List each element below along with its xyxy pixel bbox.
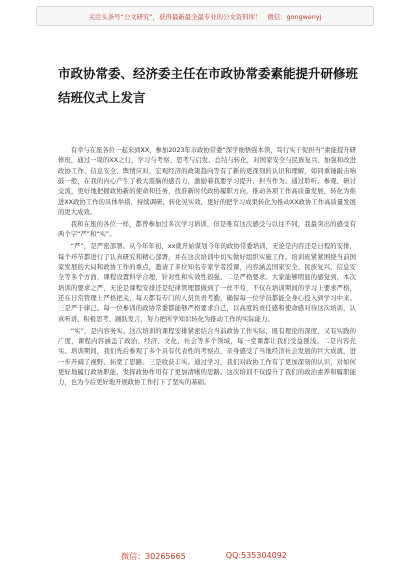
contact-footer	[0, 551, 408, 569]
paragraph: 我和在座的各位一样，都曾参加过多次学习培训，但是唯有这次感受与以往不同，我最突出的感受有两个字“严”和“实”。	[58, 221, 356, 239]
article-title: 市政协常委、经济委主任在市政协常委素能提升研修班结班仪式上发言	[58, 66, 359, 105]
footer-qq: QQ:535304092	[225, 551, 287, 560]
footer-wechat: 微信：30265665	[121, 552, 186, 561]
promo-banner	[36, 6, 374, 26]
promo-wechat: 微信：gongwenyj	[267, 12, 322, 21]
paragraph: “实”，是内容务实。这次培训的课程安排紧密结合当前政协工作实际，既有理论的深度，又有实践的广度，课程内容涵盖了政治、经济、文化、社会等多个领域，每一堂课都让我们受益匪浅。二是内容充实。培训期间，我们先后参观了多个具有代表性的考察点，亲身感受了当地经济社会发展的巨大成就，进一步开阔了视野、拓宽了思路。三是收获丰实。通过学习，我们对政协工作有了更加深刻的认识，对如何更好地履行政协职能、发挥政协作用有了更加清晰的思路。这次培训不仅提升了我们的政治素养和履职能力，也为今后更好地开展政协工作打下了坚实的基础。	[58, 327, 356, 387]
paragraph: “严”，是严密部署。从今年年初，xx就开始谋划今年的政协常委培训，无论是内容还是日程的安排，每个环节都进行了认真研究和精心部署，并在这次培训中切实做好组织实施工作。培训班紧紧围绕当前国家发展的大局和政协工作的重点，邀请了多位知名专家学者授课，内容涵盖国家安全、民族复兴、信息安全等多个方面，课程设置科学合理，针对性和实效性很强。二是严格要求。大家能够明显的感觉到，本次培训的要求之严，无论是课程安排还是纪律管理都做到了一丝不苟，不仅在培训期间的学习上要求严格，还在日常管理上严格把关，每天都有专门的人员负责考勤，确保每一位学员都能全身心投入到学习中来。三是严于律己。每一位参训的政协常委都能够严格要求自己，以高度的责任感和使命感对待这次培训，认真听讲、积极思考、踊跃发言，努力把所学知识转化为推动工作的实际能力。	[58, 243, 356, 323]
promo-text: 关注头条号“公文研究”，获得最新最全最专业的公文资料库！	[88, 12, 262, 21]
paragraph: 有幸与在座各位一起来到XX，参加2023年市政协常委“深学细悟强本领，笃行实干促担当”素能提升研修班，通过一周的XX之行，学习与考察、思考与启发、总结与转化，对国家安全与民族复兴、加强和改进政协工作、信息安全、舆情应对、宏观经济的政策趋向等有了新的更深刻的认识和理解，如同重锤敲击响鼓一般，在我的内心产生了极大震脑的感召力，激励着我要学习提升、担当作为。通过聆听、参观、研讨交流，更好地把握政协新的使命和任务，找准新时代政协履职方向，推动各项工作高质量发展，转化为推进XX政协工作的具体举措、持续调研、转化见实效，更好的把学习成果转化为推动XX政协工作高质量发展的更大成效。	[58, 147, 356, 217]
article-body	[58, 146, 356, 532]
